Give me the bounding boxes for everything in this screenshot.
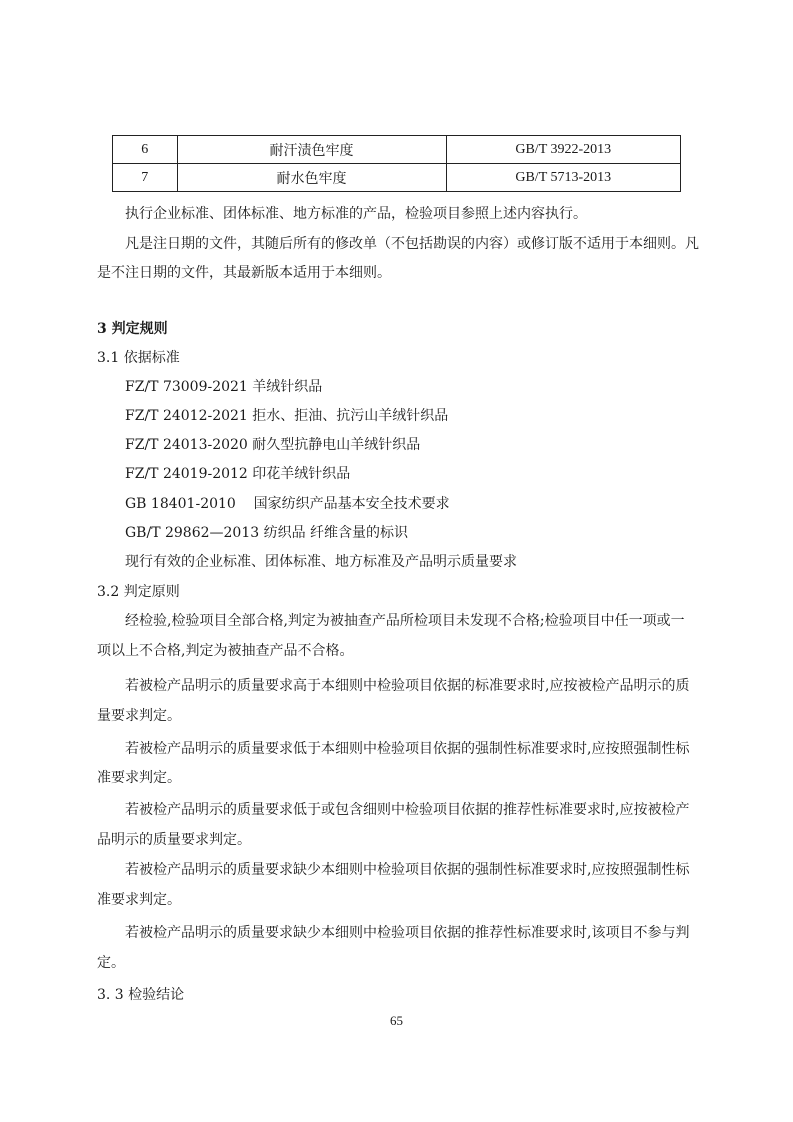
paragraph-enterprise-standards: 执行企业标准、团体标准、地方标准的产品，检验项目参照上述内容执行。 xyxy=(125,206,587,222)
table-row xyxy=(113,136,681,164)
standard-item: FZ/T 24013-2020 耐久型抗静电山羊绒针织品 xyxy=(125,437,421,453)
subsection-heading-3-1: 3.1 依据标准 xyxy=(97,350,180,366)
principle-line: 经检验,检验项目全部合格,判定为被抽查产品所检项目未发现不合格;检验项目中任一项或一 xyxy=(125,613,685,629)
standard-item: 现行有效的企业标准、团体标准、地方标准及产品明示质量要求 xyxy=(125,554,517,570)
standards-table xyxy=(112,135,681,192)
principle-line: 量要求判定。 xyxy=(97,708,181,724)
section-heading-3: 3 判定规则 xyxy=(97,321,168,337)
standard-item: GB 18401-2010 国家纺织产品基本安全技术要求 xyxy=(125,496,450,512)
row-standard: GB/T 5713-2013 xyxy=(446,164,680,192)
row-standard: GB/T 3922-2013 xyxy=(446,136,680,164)
principle-line: 若被检产品明示的质量要求缺少本细则中检验项目依据的强制性标准要求时,应按照强制性标 xyxy=(125,862,690,878)
row-item: 耐汗渍色牢度 xyxy=(177,136,446,164)
subsection-heading-3-2: 3.2 判定原则 xyxy=(97,584,180,600)
principle-line: 项以上不合格,判定为被抽查产品不合格。 xyxy=(97,643,354,659)
principle-line: 若被检产品明示的质量要求高于本细则中检验项目依据的标准要求时,应按被检产品明示的质 xyxy=(125,678,690,694)
principle-line: 若被检产品明示的质量要求低于本细则中检验项目依据的强制性标准要求时,应按照强制性标 xyxy=(125,741,690,757)
principle-line: 若被检产品明示的质量要求缺少本细则中检验项目依据的推荐性标准要求时,该项目不参与判 xyxy=(125,925,690,941)
principle-line: 准要求判定。 xyxy=(97,892,181,908)
row-number: 6 xyxy=(113,136,178,164)
standard-item: FZ/T 24012-2021 拒水、拒油、抗污山羊绒针织品 xyxy=(125,408,449,424)
page-number: 65 xyxy=(390,1013,403,1028)
row-item: 耐水色牢度 xyxy=(177,164,446,192)
standard-item: FZ/T 73009-2021 羊绒针织品 xyxy=(125,379,323,395)
standard-item: FZ/T 24019-2012 印花羊绒针织品 xyxy=(125,466,351,482)
principle-line: 定。 xyxy=(97,955,125,971)
principle-line: 品明示的质量要求判定。 xyxy=(97,832,251,848)
table-row xyxy=(113,164,681,192)
row-number: 7 xyxy=(113,164,178,192)
principle-line: 准要求判定。 xyxy=(97,770,181,786)
paragraph-dated-docs-line1: 凡是注日期的文件，其随后所有的修改单（不包括勘误的内容）或修订版不适用于本细则。凡 xyxy=(125,236,699,252)
subsection-heading-3-3: 3. 3 检验结论 xyxy=(97,987,185,1003)
standard-item: GB/T 29862—2013 纺织品 纤维含量的标识 xyxy=(125,525,409,541)
paragraph-dated-docs-line2: 是不注日期的文件，其最新版本适用于本细则。 xyxy=(97,265,391,281)
principle-line: 若被检产品明示的质量要求低于或包含细则中检验项目依据的推荐性标准要求时,应按被检产 xyxy=(125,802,690,818)
